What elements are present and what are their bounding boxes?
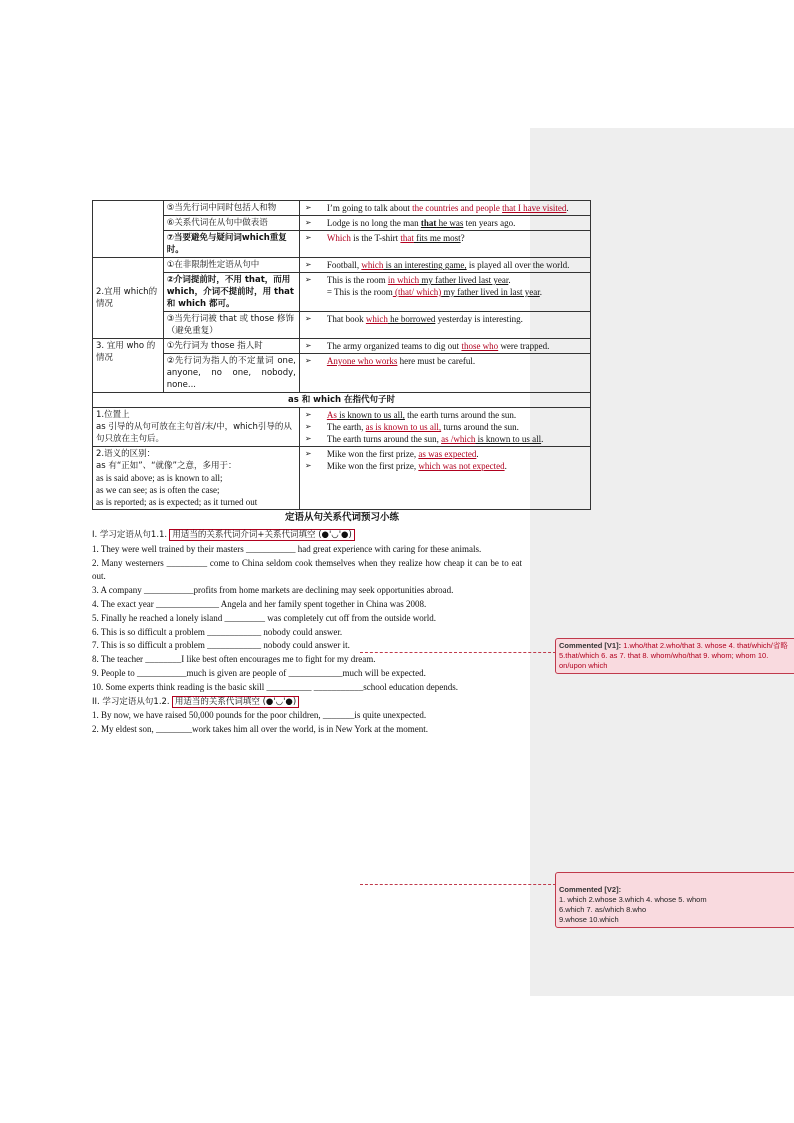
exercise-title: 定语从句关系代词预习小练 [284,512,399,523]
list-item: 5. Finally he reached a lonely island _________ was completely cut off from the outside world. [92,612,437,623]
rule-line: 2.语义的区别： [96,449,156,459]
rule-line: as 引导的从句可放在主句首/末/中，which引导的从句只放在主句后。 [96,422,292,444]
example-cell: ➢ I’m going to talk about the countries and people that I have visited. [299,201,590,216]
table-row [93,312,591,339]
part-heading: II. 学习定语从句1.2. 用适当的关系代词填空 (●'◡'●) [92,695,522,710]
table-row [93,393,591,408]
rule-cell: ①先行词为 those 指人时 [163,339,299,354]
example-cell: ➢ That book which he borrowed yesterday is interesting. [299,312,590,339]
rule-line: 1.位置上 [96,410,130,420]
example-cell: ➢ Mike won the first prize, as was expected. ➢ Mike won the first prize, which was not expected. [299,447,590,510]
example-cell: ➢ Which is the T-shirt that fits me most? [299,231,590,258]
table-row [93,408,591,447]
category-cell [93,201,164,258]
rule-cell: ①在非限制性定语从句中 [163,258,299,273]
part-heading: I. 学习定语从句1.1. 用适当的关系代词介词+关系代词填空 (●'◡'●) [92,528,522,543]
instruction-box: 用适当的关系代词填空 (●'◡'●) [172,696,299,708]
list-item: 8. The teacher ________I like best often encourages me to fight for my dream. [92,654,376,665]
rule-cell: ⑤当先行词中同时包括人和物 [163,201,299,216]
example-cell: ➢ Football, which is an interesting game, is played all over the world. [299,258,590,273]
table-row [93,354,591,393]
rule-cell: ⑦当要避免与疑问词which重复时。 [163,231,299,258]
relative-clause-table [92,200,591,510]
rule-line: as we can see; as is often the case; [96,485,220,495]
category-cell: 2.宜用 which的情况 [93,258,164,339]
list-item: 10. Some experts think reading is the basic skill __________ ___________school education depends. [92,681,458,692]
list-item: 9. People to ___________much is given are people of ____________much will be expected. [92,667,426,678]
example-cell: ➢ As is known to us all, the earth turns around the sun. ➢ The earth, as is known to us all, turns around the sun. ➢ The earth turns around the sun, as /which is known to us all. [299,408,590,447]
table-row [93,447,591,510]
rule-cell: ②先行词为指人的不定量词 one, anyone, no one, nobody, none... [163,354,299,393]
table-row [93,216,591,231]
rule-line: as is said above; as is known to all; [96,473,223,483]
list-item: 1. By now, we have raised 50,000 pounds for the poor children, _______is quite unexpected. [92,710,427,721]
comment-header: Commented [V1]: [559,641,622,650]
list-item: 2. My eldest son, ________work takes him all over the world, is in New York at the moment. [92,724,428,735]
rule-line: as 有“正如”、“就像”之意，多用于： [96,461,237,471]
table-row [93,273,591,312]
rule-cell: ③当先行词被 that 或 those 修饰（避免重复） [163,312,299,339]
comment-balloon[interactable] [555,872,794,928]
comment-text: 1. which 2.whose 3.which 4. whose 5. whom 6.which 7. as/which 8.who 9.whose 10.which [559,895,707,924]
comment-header: Commented [V2]: [559,885,622,894]
example-cell: ➢ This is the room in which my father lived last year. = This is the room (that/ which) my father lived in last year. [299,273,590,312]
list-item: 4. The exact year ______________ Angela and her family spent together in China was 2008. [92,598,427,609]
example-cell: ➢ The army organized teams to dig out those who were trapped. [299,339,590,354]
section-heading: as 和 which 在指代句子时 [93,393,591,408]
instruction-box: 用适当的关系代词介词+关系代词填空 (●'◡'●) [169,529,354,541]
rule-cell: ⑥关系代词在从句中做表语 [163,216,299,231]
rule-cell [93,447,300,510]
list-item: 6. This is so difficult a problem ____________ nobody could answer. [92,626,343,637]
comment-connector [360,884,556,885]
table-row [93,231,591,258]
rule-line: as is reported; as is expected; as it turned out [96,497,258,507]
comment-balloon[interactable] [555,638,794,674]
list-item: 1. They were well trained by their masters ___________ had great experience with caring for these animals. [92,543,482,554]
comment-text: 1.who/that 2.who/that 3. whose 4. that/which/省略 5.that/which 6. as 7. that 8. whom/who/that 9. whom; whom 10. on/upon which [559,641,788,670]
list-item: 2. Many westerners _________ come to China seldom cook themselves when they realize how cheap it can be to eat out. [92,557,522,582]
document-body [92,200,592,737]
list-item: 7. This is so difficult a problem ____________ nobody could answer it. [92,640,350,651]
comment-connector [360,652,556,653]
table-row [93,201,591,216]
example-cell: ➢ Lodge is no long the man that he was ten years ago. [299,216,590,231]
category-cell: 3. 宜用 who 的情况 [93,339,164,393]
list-item: 3. A company ___________profits from home markets are declining may seek opportunities abroad. [92,585,454,596]
table-row [93,258,591,273]
rule-cell: ②介词提前时，不用 that，而用 which，介词不提前时，用 that 和 which 都可。 [163,273,299,312]
example-cell: ➢ Anyone who works here must be careful. [299,354,590,393]
table-row [93,339,591,354]
rule-cell [93,408,300,447]
exercise-list [92,528,522,737]
